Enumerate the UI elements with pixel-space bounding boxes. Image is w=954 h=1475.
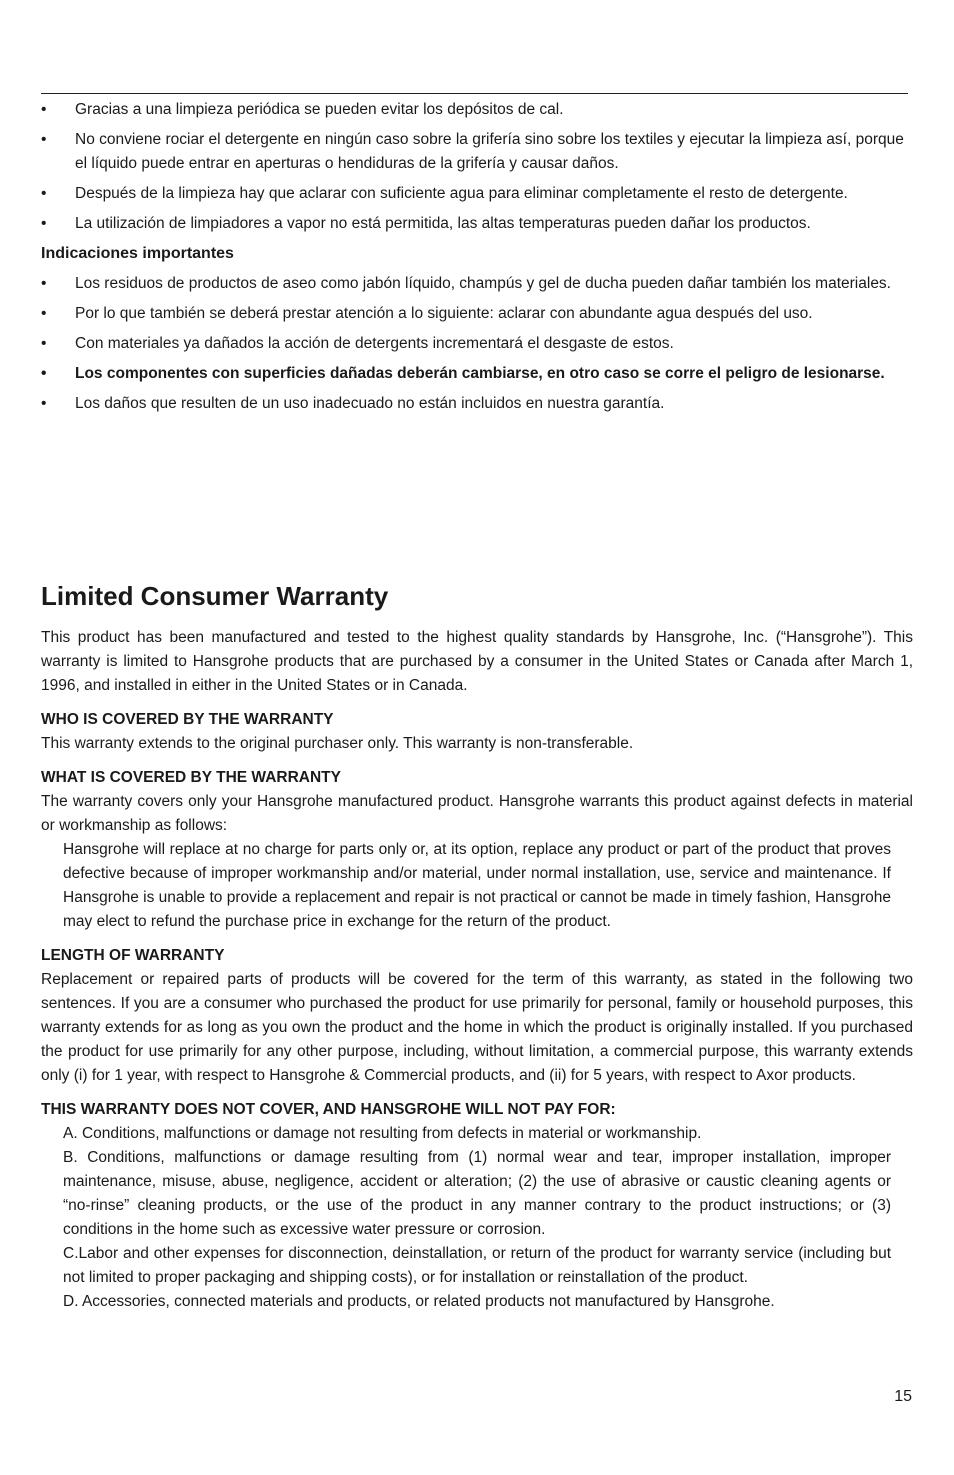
what-covered-detail: Hansgrohe will replace at no charge for parts only or, at its option, replace any product or part of the product that proves defective because of improper workmanship and/or material, under normal installation, use, service and maintenance. If Hansgrohe is unable to provide a replacement and repair is not practical or cannot be made in timely fashion, Hansgrohe may elect to refund the purchase price in exchange for the return of the product. (63, 841, 892, 930)
bullet-icon: • (41, 395, 47, 412)
list-item: • La utilización de limpiadores a vapor no está permitida, las altas temperaturas pueden dañar los productos. (41, 212, 908, 236)
length-heading: LENGTH OF WARRANTY (41, 947, 225, 964)
warranty-title: Limited Consumer Warranty (41, 581, 389, 611)
list-item: • Los residuos de productos de aseo como jabón líquido, champús y gel de ducha pueden dañar también los materiales. (41, 272, 908, 296)
bullet-icon: • (41, 335, 47, 352)
list-item: • Los daños que resulten de un uso inadecuado no están incluidos en nuestra garantía. (41, 392, 908, 416)
cleaning-bullet-list (41, 98, 908, 236)
bullet-icon: • (41, 215, 47, 232)
what-covered-text: The warranty covers only your Hansgrohe manufactured product. Hansgrohe warrants this product against defects in material or workmanship as follows: (41, 793, 913, 834)
list-item: • Gracias a una limpieza periódica se pueden evitar los depósitos de cal. (41, 98, 908, 122)
bullet-icon: • (41, 185, 47, 202)
warranty-intro: This product has been manufactured and tested to the highest quality standards by Hansgrohe, Inc. (“Hansgrohe”). This warranty is limited to Hansgrohe products that are purchased by a consumer in the United States or Canada after March 1, 1996, and installed in either in the United States or in Canada. (41, 629, 913, 694)
not-covered-c: C.Labor and other expenses for disconnection, deinstallation, or return of the product for warranty service (including but not limited to proper packaging and shipping costs), or for installation or reinstallation of the product. (63, 1245, 891, 1286)
bullet-icon: • (41, 305, 47, 322)
spanish-care-section (41, 98, 908, 422)
page-number: 15 (894, 1388, 912, 1405)
warranty-section (41, 578, 913, 1314)
list-item: • Después de la limpieza hay que aclarar con suficiente agua para eliminar completamente el resto de detergente. (41, 182, 908, 206)
not-covered-a: A. Conditions, malfunctions or damage not resulting from defects in material or workmanship. (63, 1125, 702, 1142)
list-item: • No conviene rociar el detergente en ningún caso sobre la grifería sino sobre los textiles y ejecutar la limpieza así, porque el líquido puede entrar en aperturas o hendiduras de la grifería y causar daños. (41, 128, 908, 176)
important-notes-list (41, 272, 908, 416)
bullet-icon: • (41, 131, 47, 148)
list-item-warning: • Los componentes con superficies dañadas deberán cambiarse, en otro caso se corre el peligro de lesionarse. (41, 362, 908, 386)
bullet-icon: • (41, 101, 47, 118)
bullet-icon: • (41, 275, 47, 292)
list-item: • Con materiales ya dañados la acción de detergents incrementará el desgaste de estos. (41, 332, 908, 356)
length-text: Replacement or repaired parts of products will be covered for the term of this warranty, as stated in the following two sentences. If you are a consumer who purchased the product for use primarily for personal, family or household purposes, this warranty extends for as long as you own the product and the home in which the product is originally installed. If you purchased the product for use primarily for any other purpose, including, without limitation, a commercial purpose, this warranty extends only (i) for 1 year, with respect to Hansgrohe & Commercial products, and (ii) for 5 years, with respect to Axor products. (41, 971, 913, 1084)
top-rule (41, 93, 908, 94)
important-notes-heading: Indicaciones importantes (41, 245, 234, 262)
who-covered-text: This warranty extends to the original purchaser only. This warranty is non-transferable. (41, 735, 634, 752)
bullet-icon: • (41, 365, 47, 382)
who-covered-heading: WHO IS COVERED BY THE WARRANTY (41, 711, 334, 728)
list-item: • Por lo que también se deberá prestar atención a lo siguiente: aclarar con abundante agua después del uso. (41, 302, 908, 326)
not-covered-heading: THIS WARRANTY DOES NOT COVER, AND HANSGROHE WILL NOT PAY FOR: (41, 1101, 616, 1118)
what-covered-heading: WHAT IS COVERED BY THE WARRANTY (41, 769, 341, 786)
not-covered-b: B. Conditions, malfunctions or damage resulting from (1) normal wear and tear, improper installation, improper maintenance, misuse, abuse, negligence, accident or alteration; (2) the use of abrasive or caustic cleaning agents or “no-rinse” cleaning products, or the use of the product in any manner contrary to the product instructions; or (3) conditions in the home such as excessive water pressure or corrosion. (63, 1149, 891, 1238)
not-covered-d: D. Accessories, connected materials and products, or related products not manufactured by Hansgrohe. (63, 1293, 775, 1310)
